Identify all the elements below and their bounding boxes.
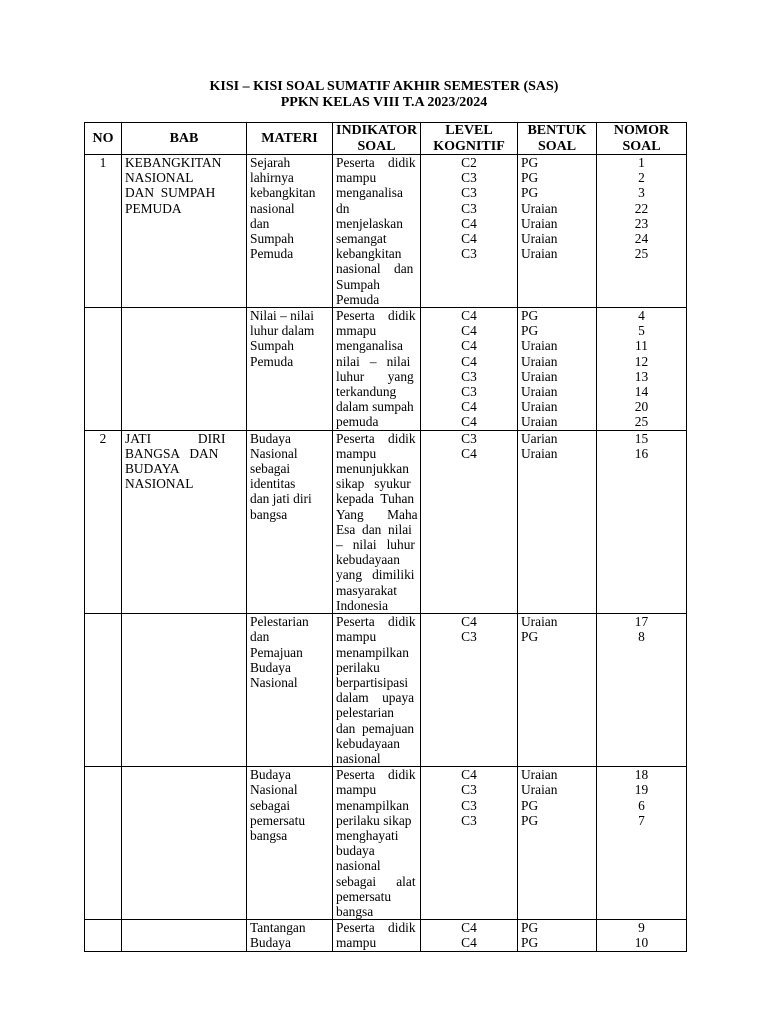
indikator-line: kebudayaan (336, 735, 400, 751)
indikator-line: nasional (336, 858, 381, 874)
header-bentuk-soal (518, 123, 597, 155)
nomor-line: 25 (634, 246, 649, 262)
materi-line: Nilai – nilai (250, 308, 314, 324)
nomor-line: 15 (634, 430, 649, 446)
bentuk-line: Uraian (521, 368, 558, 384)
materi-line: Nasional (250, 782, 298, 798)
cell-no (85, 767, 122, 920)
table-row (85, 308, 687, 431)
level-line: C3 (461, 812, 477, 828)
indikator-line: perilaku sikap (336, 812, 412, 828)
cell-bab (122, 430, 247, 613)
cell-indikator (333, 308, 421, 431)
indikator-line: nasional dan (336, 261, 414, 277)
indikator-line: Peserta didik (336, 430, 416, 446)
cell-no: 1 (85, 155, 122, 308)
nomor-line: 24 (634, 231, 649, 247)
cell-bab (122, 614, 247, 767)
cell-no (85, 308, 122, 431)
table-row (85, 767, 687, 920)
nomor-line: 2 (638, 170, 645, 186)
level-line: C2 (461, 155, 477, 170)
bentuk-line: PG (521, 185, 539, 201)
level-line: C4 (461, 614, 477, 630)
indikator-line: menunjukkan (336, 461, 409, 477)
cell-materi (247, 920, 333, 952)
materi-line: Sejarah (250, 155, 291, 170)
indikator-line: bangsa (336, 903, 374, 919)
nomor-line: 18 (634, 767, 649, 783)
bentuk-line: PG (521, 323, 539, 339)
bentuk-line: PG (521, 797, 539, 813)
level-line: C4 (461, 935, 477, 951)
header-no: NO (85, 123, 122, 155)
materi-line: nasional (250, 200, 295, 216)
indikator-line: yang dimiliki (336, 567, 415, 583)
indikator-line: dan pemajuan (336, 720, 415, 736)
cell-level-kognitif (421, 920, 518, 952)
materi-line: Pemuda (250, 353, 294, 369)
level-line: C4 (461, 338, 477, 354)
cell-bentuk-soal (518, 155, 597, 308)
header-level-kognitif (421, 123, 518, 155)
level-line: C3 (461, 200, 477, 216)
kisi-kisi-table (84, 122, 687, 952)
nomor-line: 20 (634, 399, 649, 415)
cell-nomor-soal (597, 430, 687, 613)
indikator-line: terkandung (336, 384, 397, 400)
indikator-line: menampilkan (336, 644, 409, 660)
materi-line: sebagai (250, 797, 291, 813)
bab-line: BUDAYA (125, 461, 180, 477)
header-level-line1: LEVEL (445, 123, 493, 138)
materi-line: Nasional (250, 445, 298, 461)
level-line: C4 (461, 308, 477, 324)
indikator-line: masyarakat (336, 582, 397, 598)
cell-bab (122, 767, 247, 920)
indikator-line: kebangkitan (336, 246, 402, 262)
cell-bab (122, 308, 247, 431)
bab-line: BANGSA DAN (125, 445, 219, 461)
cell-level-kognitif (421, 155, 518, 308)
cell-nomor-soal (597, 767, 687, 920)
cell-bab (122, 155, 247, 308)
level-line: C4 (461, 215, 477, 231)
indikator-line: Yang Maha (336, 506, 418, 522)
indikator-line: Esa dan nilai (336, 521, 412, 537)
bentuk-line: Uraian (521, 399, 558, 415)
nomor-line: 4 (638, 308, 645, 324)
materi-line: dan (250, 215, 270, 231)
header-bentuk-line1: BENTUK (527, 123, 587, 138)
level-line: C4 (461, 399, 477, 415)
bab-line: JATI DIRI (125, 430, 226, 446)
bentuk-line: Uraian (521, 414, 558, 430)
bab-line: NASIONAL (125, 476, 194, 492)
cell-materi (247, 767, 333, 920)
bentuk-line: Uraian (521, 445, 558, 461)
materi-line: bangsa (250, 506, 288, 522)
level-line: C4 (461, 231, 477, 247)
indikator-line: Pemuda (336, 291, 380, 307)
bentuk-line: PG (521, 812, 539, 828)
nomor-line: 6 (638, 797, 645, 813)
materi-line: pemersatu (250, 812, 306, 828)
level-line: C3 (461, 782, 477, 798)
level-line: C3 (461, 185, 477, 201)
bentuk-line: Uraian (521, 231, 558, 247)
cell-level-kognitif (421, 767, 518, 920)
level-line: C4 (461, 323, 477, 339)
nomor-line: 10 (634, 935, 649, 951)
table-row (85, 155, 687, 308)
cell-nomor-soal (597, 614, 687, 767)
bentuk-line: Uraian (521, 200, 558, 216)
bentuk-line: Uarian (521, 430, 558, 446)
level-line: C3 (461, 246, 477, 262)
indikator-line: mampu (336, 629, 377, 645)
bentuk-line: PG (521, 155, 539, 170)
level-line: C3 (461, 170, 477, 186)
materi-line: Pemajuan (250, 644, 303, 660)
indikator-line: nasional (336, 750, 381, 766)
materi-line: bangsa (250, 827, 288, 843)
bentuk-line: PG (521, 170, 539, 186)
indikator-line: Peserta didik (336, 155, 416, 170)
materi-line: sebagai (250, 461, 291, 477)
materi-line: dan jati diri (250, 491, 312, 507)
indikator-line: sebagai alat (336, 873, 416, 889)
table-header-row (85, 123, 687, 155)
indikator-line: Indonesia (336, 597, 389, 613)
indikator-line: pelestarian (336, 705, 394, 721)
cell-no (85, 614, 122, 767)
bentuk-line: Uraian (521, 767, 558, 783)
cell-bab (122, 920, 247, 952)
indikator-line: Peserta didik (336, 920, 416, 936)
cell-indikator (333, 430, 421, 613)
materi-line: Budaya (250, 935, 291, 951)
bab-line: PEMUDA (125, 200, 182, 216)
indikator-line: menganalisa (336, 338, 403, 354)
nomor-line: 19 (634, 782, 649, 798)
cell-nomor-soal (597, 308, 687, 431)
cell-bentuk-soal (518, 308, 597, 431)
nomor-line: 1 (638, 155, 645, 170)
level-line: C3 (461, 430, 477, 446)
bentuk-line: Uraian (521, 782, 558, 798)
cell-materi (247, 308, 333, 431)
level-line: C4 (461, 414, 477, 430)
cell-no: 2 (85, 430, 122, 613)
cell-no (85, 920, 122, 952)
level-line: C4 (461, 353, 477, 369)
indikator-line: nilai – nilai (336, 353, 411, 369)
level-line: C3 (461, 629, 477, 645)
nomor-line: 7 (638, 812, 645, 828)
indikator-line: mampu (336, 935, 377, 951)
nomor-line: 23 (634, 215, 649, 231)
indikator-line: berpartisipasi (336, 674, 409, 690)
header-indikator-soal (333, 123, 421, 155)
indikator-line: menganalisa (336, 185, 403, 201)
bab-line: KEBANGKITAN (125, 155, 222, 170)
cell-indikator (333, 155, 421, 308)
header-nomor-line2: SOAL (622, 138, 661, 154)
cell-nomor-soal (597, 155, 687, 308)
bab-line: DAN SUMPAH (125, 185, 216, 201)
materi-line: Budaya (250, 767, 291, 783)
bentuk-line: Uraian (521, 384, 558, 400)
bentuk-line: PG (521, 629, 539, 645)
header-materi: MATERI (247, 123, 333, 155)
nomor-line: 13 (634, 368, 649, 384)
materi-line: Nasional (250, 674, 298, 690)
level-line: C4 (461, 767, 477, 783)
document-title-line1: KISI – KISI SOAL SUMATIF AKHIR SEMESTER (SAS) (209, 79, 559, 94)
bentuk-line: Uraian (521, 338, 558, 354)
table-row (85, 430, 687, 613)
materi-line: luhur dalam (250, 323, 315, 339)
materi-line: Sumpah (250, 231, 294, 247)
indikator-line: dalam sumpah (336, 399, 414, 415)
nomor-line: 16 (634, 445, 649, 461)
nomor-line: 8 (638, 629, 645, 645)
nomor-line: 25 (634, 414, 649, 430)
bentuk-line: Uraian (521, 215, 558, 231)
cell-bentuk-soal (518, 614, 597, 767)
table-row (85, 920, 687, 952)
cell-level-kognitif (421, 308, 518, 431)
header-indikator-line2: SOAL (357, 138, 396, 154)
header-nomor-soal (597, 123, 687, 155)
indikator-line: Peserta didik (336, 767, 416, 783)
cell-indikator (333, 767, 421, 920)
nomor-line: 9 (638, 920, 645, 936)
level-line: C4 (461, 920, 477, 936)
indikator-line: Sumpah (336, 276, 380, 292)
materi-line: lahirnya (250, 170, 294, 186)
nomor-line: 14 (634, 384, 649, 400)
header-bentuk-line2: SOAL (537, 138, 577, 154)
level-line: C3 (461, 384, 477, 400)
indikator-line: mampu (336, 445, 377, 461)
header-nomor-line1: NOMOR (613, 123, 670, 138)
header-level-line2: KOGNITIF (433, 138, 505, 154)
indikator-line: Peserta didik (336, 308, 416, 324)
materi-line: Pemuda (250, 246, 294, 262)
materi-line: Pelestarian (250, 614, 309, 630)
nomor-line: 5 (638, 323, 645, 339)
table-body (85, 155, 687, 952)
header-indikator-line1: INDIKATOR (336, 123, 418, 138)
indikator-line: mmapu (336, 323, 377, 339)
bentuk-line: PG (521, 935, 539, 951)
cell-materi (247, 614, 333, 767)
cell-materi (247, 155, 333, 308)
nomor-line: 22 (634, 200, 649, 216)
materi-line: Tantangan (250, 920, 306, 936)
bentuk-line: PG (521, 920, 539, 936)
materi-line: Budaya (250, 430, 291, 446)
indikator-line: mampu (336, 782, 377, 798)
materi-line: dan (250, 629, 270, 645)
cell-bentuk-soal (518, 430, 597, 613)
cell-indikator (333, 920, 421, 952)
level-line: C4 (461, 445, 477, 461)
indikator-line: – nilai luhur (336, 537, 415, 553)
indikator-line: budaya (336, 843, 375, 859)
materi-line: Budaya (250, 659, 291, 675)
cell-bentuk-soal (518, 767, 597, 920)
indikator-line: kepada Tuhan (336, 491, 415, 507)
bentuk-line: Uraian (521, 353, 558, 369)
indikator-line: luhur yang (336, 368, 414, 384)
bab-line: NASIONAL (125, 170, 194, 186)
indikator-line: kebudayaan (336, 552, 400, 568)
materi-line: identitas (250, 476, 296, 492)
cell-level-kognitif (421, 430, 518, 613)
indikator-line: menampilkan (336, 797, 409, 813)
cell-level-kognitif (421, 614, 518, 767)
indikator-line: sikap syukur (336, 476, 411, 492)
indikator-line: mampu (336, 170, 377, 186)
indikator-line: pemersatu (336, 888, 392, 904)
indikator-line: semangat (336, 231, 387, 247)
indikator-line: menghayati (336, 827, 399, 843)
nomor-line: 3 (638, 185, 645, 201)
nomor-line: 11 (635, 338, 648, 354)
bentuk-line: Uraian (521, 614, 558, 630)
cell-indikator (333, 614, 421, 767)
nomor-line: 12 (634, 353, 649, 369)
cell-materi (247, 430, 333, 613)
bentuk-line: PG (521, 308, 539, 324)
indikator-line: perilaku (336, 659, 380, 675)
bentuk-line: Uraian (521, 246, 558, 262)
indikator-line: pemuda (336, 414, 379, 430)
level-line: C3 (461, 797, 477, 813)
table-row (85, 614, 687, 767)
materi-line: kebangkitan (250, 185, 316, 201)
cell-bentuk-soal (518, 920, 597, 952)
level-line: C3 (461, 368, 477, 384)
cell-nomor-soal (597, 920, 687, 952)
indikator-line: Peserta didik (336, 614, 416, 630)
header-bab: BAB (122, 123, 247, 155)
document-title-line2: PPKN KELAS VIII T.A 2023/2024 (280, 95, 488, 110)
nomor-line: 17 (634, 614, 649, 630)
indikator-line: dalam upaya (336, 690, 415, 706)
materi-line: Sumpah (250, 338, 294, 354)
indikator-line: menjelaskan (336, 215, 403, 231)
indikator-line: dn (336, 200, 350, 216)
